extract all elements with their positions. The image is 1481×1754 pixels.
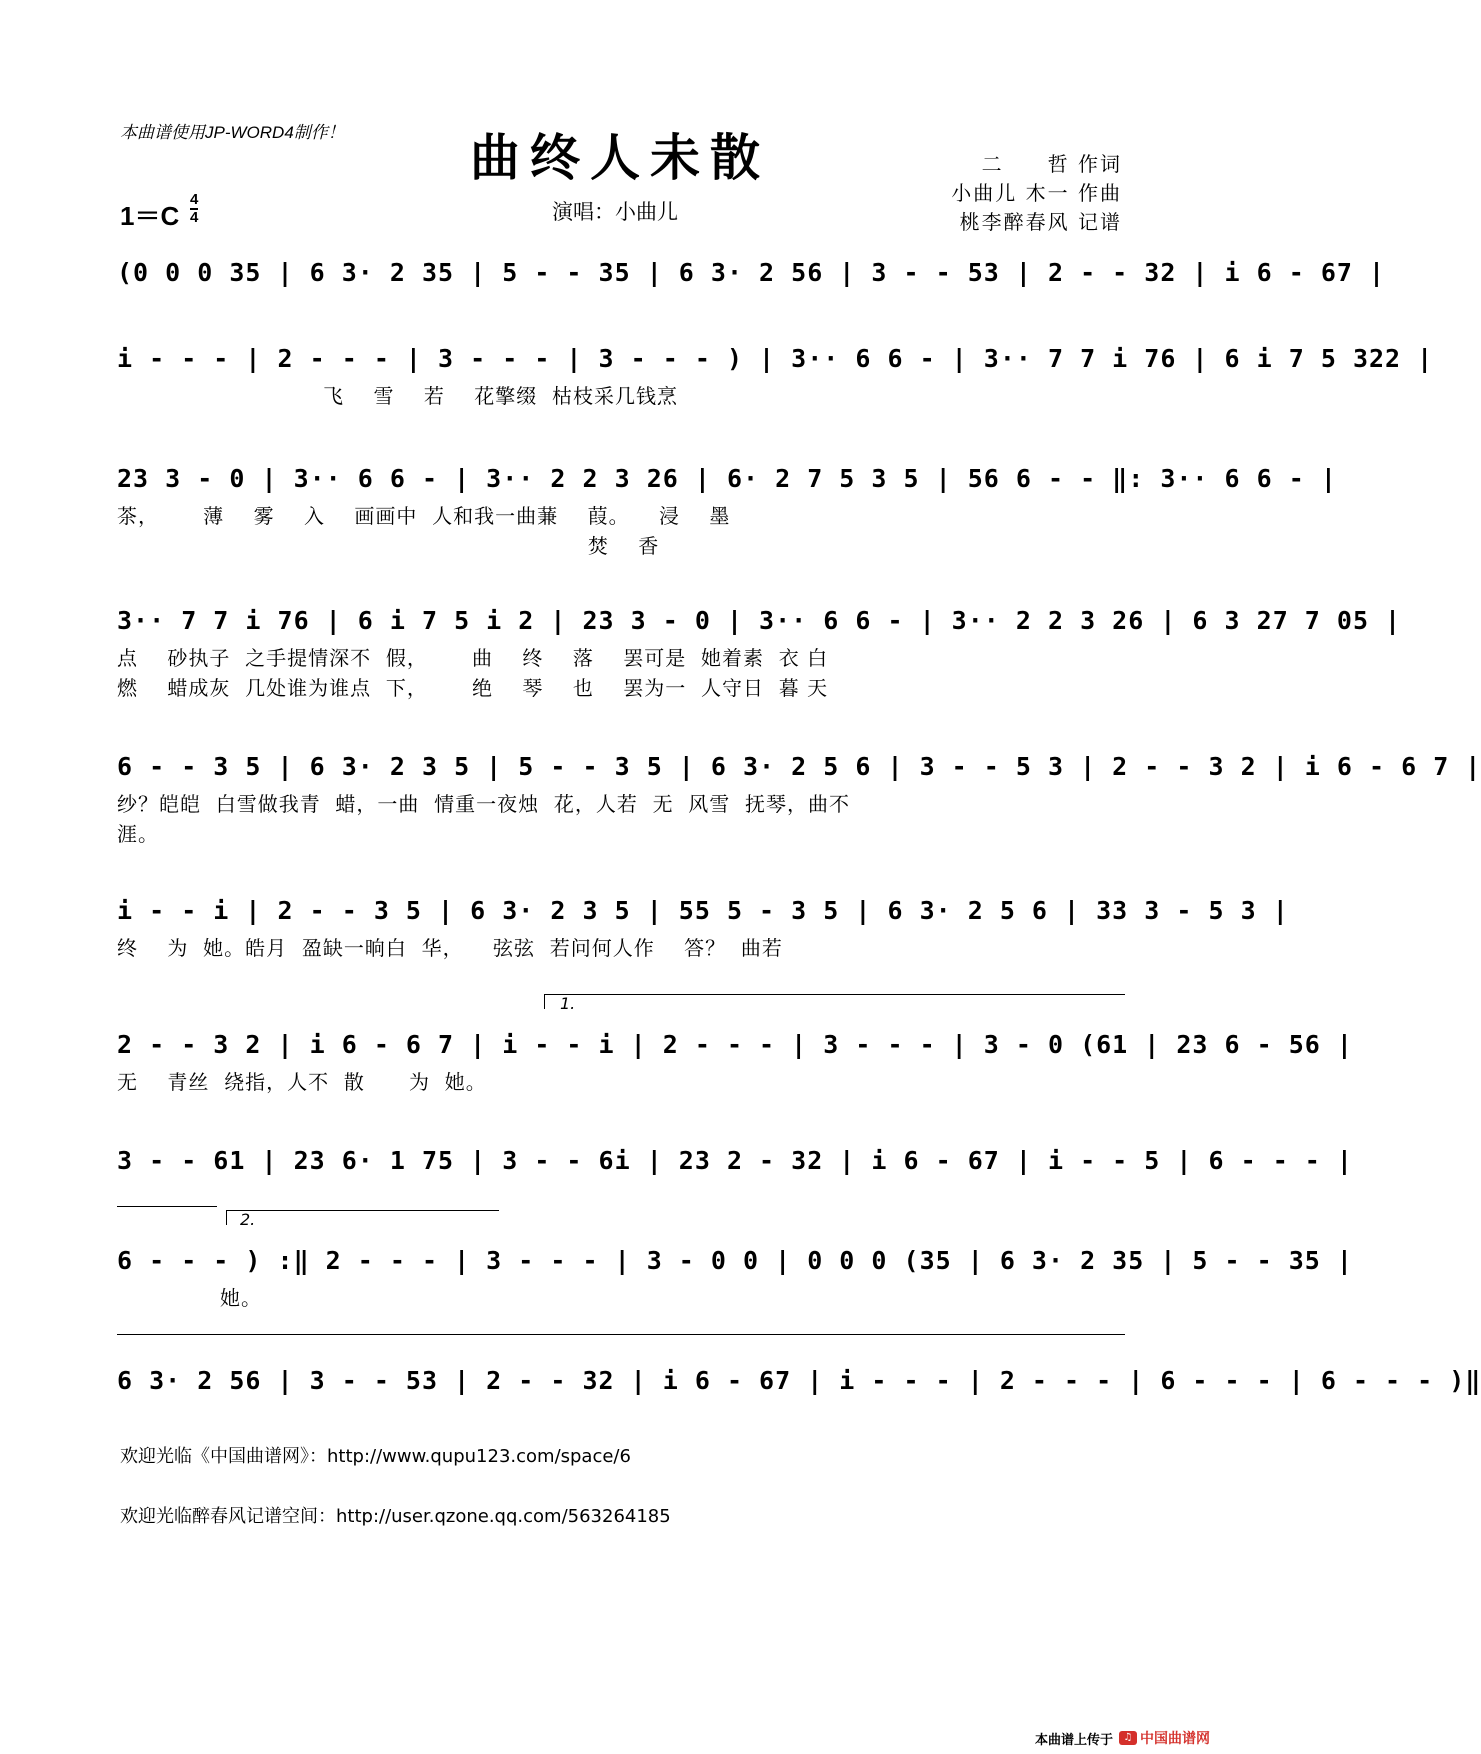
- notation: (0 0 0 35 | 6 3· 2 35 | 5 - - 35 | 6 3· 2 56 | 3 - - 53 | 2 - - 32 | i 6 - 67 |: [117, 258, 1386, 287]
- transcriber-credit: 桃李醉春风 记谱: [959, 210, 1122, 234]
- upload-label: 本曲谱上传于: [1034, 1732, 1113, 1748]
- lyricist-credit: 二 哲 作词: [981, 152, 1122, 176]
- notation: 6 - - - ) :‖ 2 - - - | 3 - - - | 3 - 0 0 | 0 0 0 (35 | 6 3· 2 35 | 5 - - 35 |: [117, 1246, 1353, 1275]
- notation: i - - - | 2 - - - | 3 - - - | 3 - - - ) | 3·· 6 6 - | 3·· 7 7 i 76 | 6 i 7 5 322 |: [117, 344, 1434, 373]
- lyric-verse-2: 燃 蜡成灰 几处谁为谁点 下， 绝 琴 也 罢为一 人守日 暮 天: [117, 676, 829, 700]
- key-signature: 1＝C: [120, 201, 180, 231]
- site-logo-icon: ♫: [1119, 1731, 1137, 1745]
- lyric-verse-1: 点 砂执子 之手提情深不 假， 曲 终 落 罢可是 她着素 衣 白: [117, 646, 829, 670]
- singer: 演唱：小曲儿: [552, 200, 678, 224]
- lyric-verse-2: 焚 香: [117, 534, 660, 558]
- meter-bottom: 4: [190, 209, 199, 226]
- lyric-verse-1: 茶， 薄 雾 入 画画中 人和我一曲蒹 葭。 浸 墨: [117, 504, 731, 528]
- notation: 23 3 - 0 | 3·· 6 6 - | 3·· 2 2 3 26 | 6· 2 7 5 3 5 | 56 6 - - ‖: 3·· 6 6 - |: [117, 464, 1337, 493]
- time-signature: [190, 192, 198, 226]
- lyric-verse-2: 涯。: [117, 822, 159, 846]
- notation: 6 - - 3 5 | 6 3· 2 3 5 | 5 - - 3 5 | 6 3· 2 5 6 | 3 - - 5 3 | 2 - - 3 2 | i 6 - 6 7 |: [117, 752, 1481, 781]
- composer-credit: 小曲儿 木一 作曲: [951, 181, 1122, 205]
- lyric-verse-1: 纱？皑皑 白雪做我青 蜡，一曲 情重一夜烛 花，人若 无 风雪 抚琴，曲不: [117, 792, 851, 816]
- volta-1-bracket: [544, 994, 1125, 1009]
- site-logo[interactable]: [1119, 1728, 1210, 1748]
- volta-2-label: 2.: [240, 1210, 256, 1229]
- volta-2-bracket: [226, 1210, 499, 1225]
- site-logo-text: 中国曲谱网: [1140, 1731, 1210, 1747]
- notation: 6 3· 2 56 | 3 - - 53 | 2 - - 32 | i 6 - 67 | i - - - | 2 - - - | 6 - - - | 6 - - - )‖: [117, 1366, 1481, 1395]
- notation: i - - i | 2 - - 3 5 | 6 3· 2 3 5 | 55 5 - 3 5 | 6 3· 2 5 6 | 33 3 - 5 3 |: [117, 896, 1289, 925]
- software-note: 本曲谱使用JP-WORD4制作！: [120, 123, 345, 142]
- lyric-verse-1: 飞 雪 若 花擎缀 枯枝采几钱烹: [117, 384, 679, 408]
- credits: [951, 150, 1122, 237]
- song-title: 曲终人未散: [470, 128, 770, 187]
- footer-link-qupu[interactable]: 欢迎光临《中国曲谱网》：http://www.qupu123.com/space/6: [120, 1446, 631, 1467]
- upload-credit: [1035, 1728, 1210, 1748]
- volta-2-continuation: [117, 1334, 1125, 1349]
- lyric-verse-1: 她。: [117, 1286, 263, 1310]
- footer-link-qzone[interactable]: 欢迎光临醉春风记谱空间：http://user.qzone.qq.com/563264185: [120, 1506, 671, 1527]
- volta-1-label: 1.: [560, 994, 576, 1013]
- notation: 3 - - 61 | 23 6· 1 75 | 3 - - 6i | 23 2 - 32 | i 6 - 67 | i - - 5 | 6 - - - |: [117, 1146, 1353, 1175]
- notation: 3·· 7 7 i 76 | 6 i 7 5 i 2 | 23 3 - 0 | 3·· 6 6 - | 3·· 2 2 3 26 | 6 3 27 7 05 |: [117, 606, 1402, 635]
- lyric-verse-1: 终 为 她。皓月 盈缺一晌白 华， 弦弦 若问何人作 答？ 曲若: [117, 936, 783, 960]
- meter-top: 4: [190, 191, 199, 208]
- volta-1-continuation: [117, 1206, 217, 1221]
- lyric-verse-1: 无 青丝 绕指，人不 散 为 她。: [117, 1070, 487, 1094]
- notation: 2 - - 3 2 | i 6 - 6 7 | i - - i | 2 - - - | 3 - - - | 3 - 0 (61 | 23 6 - 56 |: [117, 1030, 1353, 1059]
